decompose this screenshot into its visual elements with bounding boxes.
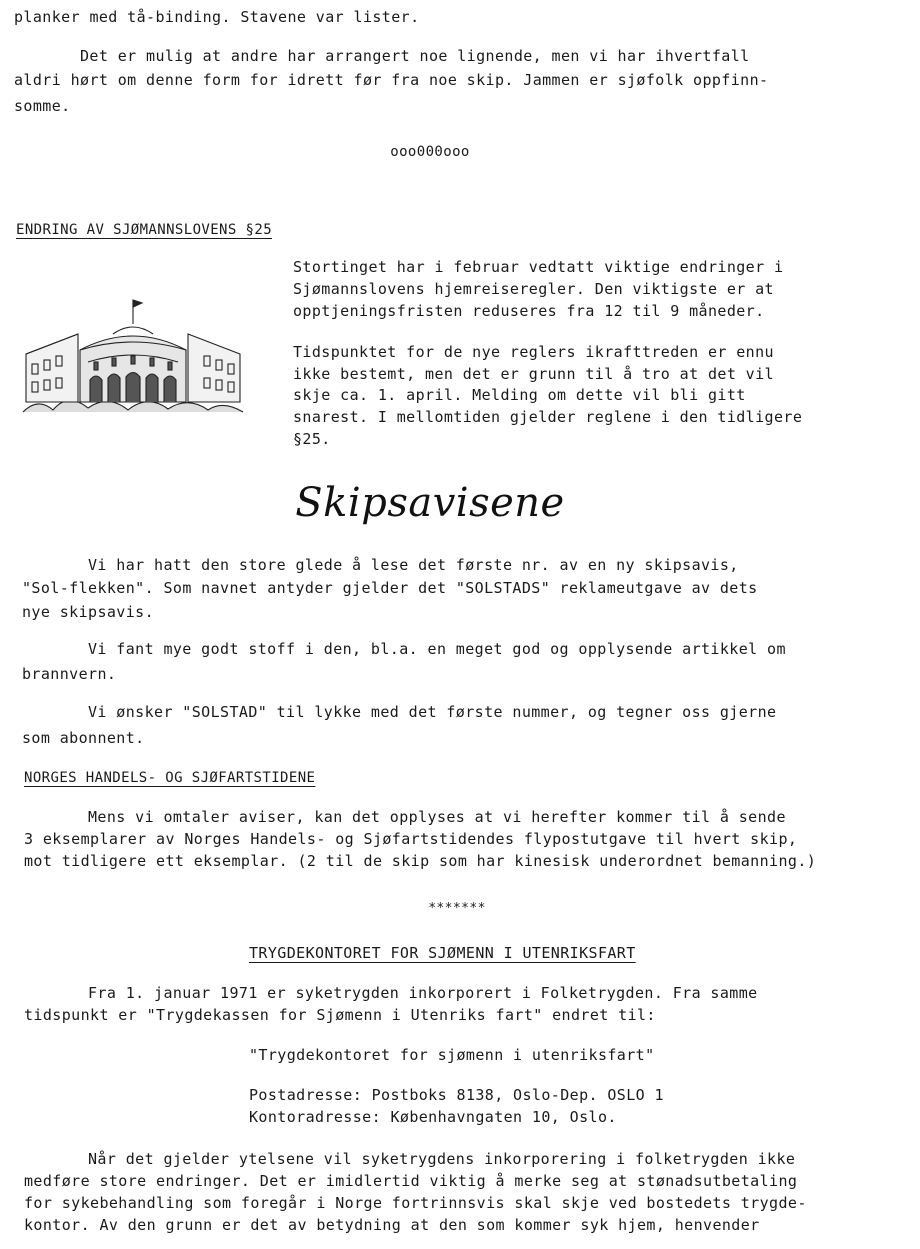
text-line: brannvern. — [22, 665, 117, 683]
text-line: Når det gjelder ytelsene vil syketrygdens inkorporering i folketrygden ikke — [88, 1150, 796, 1168]
office-address: Kontoradresse: Københavngaten 10, Oslo. — [249, 1108, 617, 1126]
section-title: Skipsavisene — [295, 480, 565, 526]
parliament-building-illustration — [18, 262, 248, 422]
text-line: 3 eksemplarer av Norges Handels- og Sjøfartstidendes flypostutgave til hvert skip, — [24, 830, 798, 848]
section-heading: NORGES HANDELS- OG SJØFARTSTIDENE — [24, 770, 316, 786]
text-line: Vi ønsker "SOLSTAD" til lykke med det første nummer, og tegner oss gjerne — [88, 703, 777, 721]
section-heading: ENDRING AV SJØMANNSLOVENS §25 — [16, 222, 273, 238]
text-line: Vi har hatt den store glede å lese det første nr. av en ny skipsavis, — [88, 556, 739, 574]
text-line: Stortinget har i februar vedtatt viktige endringer i — [293, 258, 784, 276]
text-line: for sykebehandling som foregår i Norge fortrinnsvis skal skje ved bostedets trygde- — [24, 1194, 807, 1212]
text-line: Sjømannslovens hjemreiseregler. Den viktigste er at — [293, 280, 774, 298]
text-line: somme. — [14, 97, 71, 115]
text-line: Det er mulig at andre har arrangert noe lignende, men vi har ihvertfall — [80, 47, 750, 65]
text-line: som abonnent. — [22, 729, 145, 747]
text-line: medføre store endringer. Det er imidlertid viktig å merke seg at stønadsutbetaling — [24, 1172, 798, 1190]
text-line: Vi fant mye godt stoff i den, bl.a. en meget god og opplysende artikkel om — [88, 640, 786, 658]
section-heading: TRYGDEKONTORET FOR SJØMENN I UTENRIKSFART — [249, 944, 636, 962]
text-line: opptjeningsfristen reduseres fra 12 til 9 måneder. — [293, 302, 765, 320]
separator: ******* — [428, 901, 486, 916]
text-line: Tidspunktet for de nye reglers ikrafttreden er ennu — [293, 343, 774, 361]
separator: ooo000ooo — [390, 144, 470, 160]
text-line: tidspunkt er "Trygdekassen for Sjømenn i Utenriks fart" endret til: — [24, 1006, 656, 1024]
text-line: Mens vi omtaler aviser, kan det opplyses at vi herefter kommer til å sende — [88, 808, 786, 826]
text-line: mot tidligere ett eksemplar. (2 til de skip som har kinesisk underordnet bemanning.) — [24, 852, 817, 870]
postal-address: Postadresse: Postboks 8138, Oslo-Dep. OSLO 1 — [249, 1086, 664, 1104]
text-line: snarest. I mellomtiden gjelder reglene i den tidligere — [293, 408, 803, 426]
text-line: ikke bestemt, men det er grunn til å tro at det vil — [293, 365, 774, 383]
text-line: Fra 1. januar 1971 er syketrygden inkorporert i Folketrygden. Fra samme — [88, 984, 758, 1002]
text-line: kontor. Av den grunn er det av betydning at den som kommer syk hjem, henvender — [24, 1216, 760, 1234]
text-line: nye skipsavis. — [22, 603, 155, 621]
text-line: aldri hørt om denne form for idrett før fra noe skip. Jammen er sjøfolk oppfinn- — [14, 71, 769, 89]
text-line: §25. — [293, 430, 331, 448]
text-line: "Sol-flekken". Som navnet antyder gjelder det "SOLSTADS" reklameutgave av dets — [22, 579, 758, 597]
text-line: planker med tå-binding. Stavene var lister. — [14, 8, 420, 26]
text-line: skje ca. 1. april. Melding om dette vil bli gitt — [293, 386, 746, 404]
quoted-name: "Trygdekontoret for sjømenn i utenriksfart" — [249, 1046, 655, 1064]
